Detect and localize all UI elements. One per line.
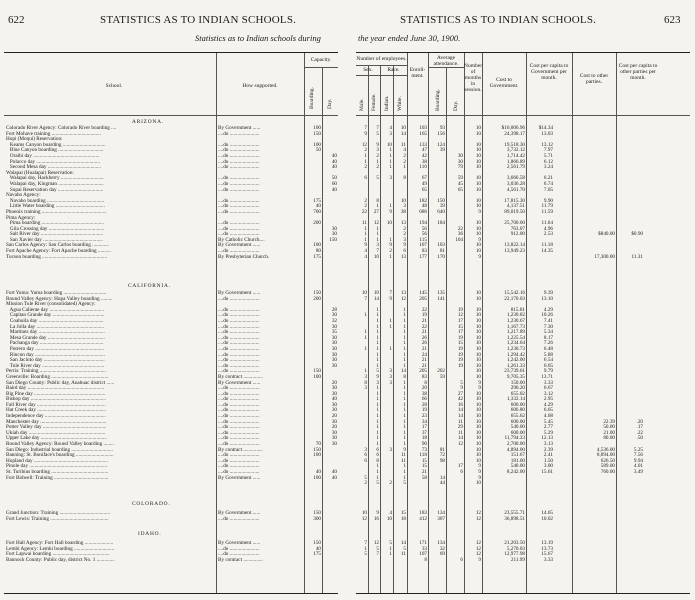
co-enrollment: 183 412 bbox=[419, 510, 427, 522]
ca-indian: 7 9 1 1 1 3 3 3 3 2 bbox=[389, 290, 392, 487]
left-subtitle: Statistics as to Indian schools during bbox=[195, 33, 321, 43]
ca-cost-other: 22.39 50.00 21.00 80.00 4,536.00 8,894.00 626.50 589.00 760.00 bbox=[596, 418, 615, 475]
id-indian: 5 1 1 bbox=[389, 540, 392, 558]
right-running-head: STATISTICS AS TO INDIAN SCHOOLS. bbox=[400, 14, 597, 26]
section-california: CALIFORNIA. bbox=[128, 283, 171, 289]
capacity-boarding-header: Boarding. bbox=[309, 87, 315, 109]
cost-other-per-capita-header: Cost per capita to other parties per month. bbox=[618, 63, 658, 81]
co-indian: 4 10 bbox=[386, 510, 392, 522]
how-supported-header: How supported. bbox=[242, 83, 278, 89]
att-day-header: Day. bbox=[453, 100, 459, 111]
idaho-support-list: By Government ...... ....do ....................... ....do ....................... By contract ............... bbox=[218, 540, 263, 563]
ca-cost-other-per-capita: .20 .17 .22 .50 5.25 7.56 9.94 4.01 3.49 bbox=[633, 418, 643, 475]
california-day-capacity: 28 30 32 30 35 30 30 30 30 30 30 20 30 30 40 30 30 20 30 20 30 30 30 40 40 bbox=[331, 306, 337, 481]
right-subtitle: the year ended June 30, 1900. bbox=[358, 33, 461, 43]
colorado-support-list: By Government ...... ....do ....................... bbox=[218, 510, 261, 522]
arizona-boarding-capacity: 100 150 100 50 175 40 700 200 100 80 175 bbox=[313, 125, 321, 260]
ca-white: 13 12 1 1 1 1 1 1 1 1 1 1 1 14 8 1 1 1 1 1 1 1 1 1 1 1 1 9 11 11 1 1 1 5 bbox=[400, 290, 406, 487]
co-cost-gov: 23,555.71 36,898.51 bbox=[504, 510, 525, 522]
female-header: Female. bbox=[371, 93, 377, 111]
cost-other-header: Cost to other parties. bbox=[579, 73, 609, 85]
ca-att-boarding: 135 141 202 59 81 72 98 14 44 bbox=[437, 290, 445, 487]
capacity-header: Capacity. bbox=[310, 57, 332, 63]
left-table bbox=[4, 52, 338, 594]
co-female: 9 16 bbox=[373, 510, 379, 522]
co-att-boarding: 134 307 bbox=[437, 510, 445, 522]
co-months: 12 12 bbox=[475, 510, 481, 522]
id-att-day: 6 bbox=[460, 556, 463, 563]
ca-enrollment: 145 205 22 19 21 22 21 26 26 21 24 21 21 205 83 8 20 38 66 28 19 23 34 17 37 18 90 73 118 15 15 21 58 bbox=[419, 290, 427, 481]
california-school-list: Fort Yuma: Yuma boarding ................................. Round Valley Agency: Hupa Valley boarding ......... Mission Tule River (consolidated) Agency: Agua Caliente day .......................................... Capitan Grande day ........................................ Coahuila day .................................................. La Jolla day .................................................... Martinez day ................................................... Mesa Grande day ............................................ Pachanga day ................................................. Potrero day ..................................................... Rincon day ...................................................... San Jacinto day ............................................... Tule River day ................................................ Perris: Training ................................................... Greenville: Boarding ............................................ San Diego County: Public day, Anahuac district ...... Baird day ........................................................... Big Pine day ....................................................... Bishop day .......................................................... Fall River day ..................................................... Hat Creek day ..................................................... Independence day ............................................... Manchester day ................................................... Potter Valley day ................................................. Ukiah day ........................................................... Upper Lake day ................................................... Round Valley Agency: Round Valley boarding ........ San Diego: Industrial boarding ................................ Banning: St. Boniface's boarding ............................. Hopland day ......................................................... Pinole day ............................................................ St. Turibius boarding ............................................ Fort Bidwell: Training .......................................... bbox=[6, 290, 115, 481]
id-cost-gov: 21,203.50 5,270.03 12,977.98 211.99 bbox=[504, 540, 525, 563]
cost-per-capita-header: Cost per capita to Government per month. bbox=[529, 63, 569, 81]
white-header: White. bbox=[397, 96, 403, 111]
ca-months: 10 10 10 10 10 10 10 10 10 10 10 10 10 10 10 9 9 10 10 10 10 10 10 10 10 10 10 10 10 10 9 9 9 10 bbox=[475, 290, 481, 487]
arizona-support-list: By Government ...... ....do ....................... ....do ....................... ....do ....................... ....do ....................... ....do ....................... ....do ....................... ....do ....................... ....do ....................... ....do ....................... ....do ....................... ....do ....................... ....do ....................... ....do ....................... ....do ....................... ....do ....................... By Catholic Church.... By Government ...... ....do ....................... By Presbyterian Church. bbox=[218, 125, 270, 260]
employees-header: Number of employees. bbox=[356, 56, 407, 62]
months-header: Number of months in session. bbox=[464, 63, 483, 93]
right-table bbox=[356, 52, 690, 594]
section-arizona: ARIZONA. bbox=[132, 119, 165, 125]
az-female: 7 5 9 3 2 1 2 5 8 1 27 12 1 1 1 3 7 10 bbox=[373, 125, 379, 260]
male-header: Male. bbox=[359, 98, 365, 111]
california-boarding-capacity: 150 200 150 100 70 150 100 40 100 bbox=[313, 290, 321, 481]
az-cost-per-capita: $14.34 13.03 13.12 7.97 5.71 6.12 3.24 6.21 6.74 7.05 9.90 11.79 11.59 11.64 4.96 2.53 11.18 14.35 bbox=[538, 125, 553, 255]
school-header: School. bbox=[105, 83, 123, 89]
ca-cost-per-capita: 9.39 13.10 4.29 10.26 7.41 7.30 5.34 8.17 7.26 6.48 5.88 6.54 6.65 9.79 13.71 3.33 6.67 3.12 2.95 4.29 6.65 4.68 5.45 2.77 5.29 12.13 3.13 2.39 2.41 1.50 3.00 15.61 bbox=[541, 290, 553, 475]
ca-female: 10 14 1 1 1 1 1 1 1 1 1 1 1 5 9 3 1 1 1 1 1 1 1 1 1 1 1 6 6 8 1 1 1 5 bbox=[373, 290, 379, 487]
enrollment-header: Enroll-ment. bbox=[409, 67, 426, 79]
right-page-number: 623 bbox=[664, 14, 681, 26]
attendance-header: Average attendance. bbox=[433, 55, 459, 67]
idaho-school-list: Fort Hall Agency: Fort Hall boarding ...................... Lemhi Agency: Lemhi boarding ............................... Fort Lapwai boarding ............................................ Bannock County: Public day, district No. 1 .............. bbox=[6, 540, 115, 563]
id-female: 12 5 7 bbox=[373, 540, 379, 558]
section-colorado: COLORADO. bbox=[132, 501, 171, 507]
az-cost-other-per-capita: $0.90 11.31 bbox=[631, 231, 643, 260]
az-months: 10 10 10 10 10 10 10 10 10 10 10 10 9 10 10 10 9 10 10 9 bbox=[475, 125, 481, 260]
california-support-list: By Government ...... ....do ....................... ....do ....................... ....do ....................... ....do ....................... ....do ....................... ....do ....................... ....do ....................... ....do ....................... ....do ....................... ....do ....................... ....do ....................... ....do ....................... ....do ....................... By contract ............... By Government ...... ....do ....................... ....do ....................... ....do ....................... ....do ....................... ....do ....................... ....do ....................... ....do ....................... ....do ....................... ....do ....................... ....do ....................... ....do ....................... By contract ............... ....do ....................... ....do ....................... ....do ....................... ....do ....................... By Government ...... bbox=[218, 290, 263, 481]
id-months: 12 12 12 9 bbox=[475, 540, 481, 563]
sex-header: Sex. bbox=[363, 67, 373, 73]
arizona-school-list: Colorado River Agency: Colorado River boarding .... Fort Mohave training ...................................... Hopi (Moqui) Reservation: Keams Canyon boarding ................................. Blue Canyon boarding ................................... Oraibi day ................................................... Polacco day ................................................. Second Mesa day ......................................... Walapai (Hualapai) Reservation: Walapai day, Hackberry ................................. Walapai day, Kingman ................................... Supai Reservation day ................................... Navaho Agency: Navaho boarding ............................................ Little Water boarding ...................................... Phoenix training .................................................. Pima Agency: Pima boarding ................................................ Gila Crossing day ........................................... Salt River day ................................................ San Xavier day .............................................. San Carlos Agency: San Carlos boarding ............. Fort Apache Agency: Fort Apache boarding .......... Tucson boarding .................................................. bbox=[6, 125, 117, 260]
az-indian: 4 3 10 1 1 1 1 3 1 9 10 1 9 2 1 bbox=[386, 125, 392, 260]
az-att-boarding: 93 156 124 39 150 39 640 184 103 81 170 bbox=[437, 125, 445, 260]
id-att-boarding: 134 32 69 bbox=[437, 540, 445, 558]
id-white: 14 5 11 bbox=[400, 540, 406, 558]
ca-male: 10 7 1 1 1 1 1 3 8 3 3 6 6 5 2 bbox=[361, 290, 367, 487]
colorado-school-list: Grand Junction: Training ....................................... Fort Lewis: Training ............................................. bbox=[6, 510, 111, 522]
id-male: 7 1 5 bbox=[364, 540, 367, 558]
left-running-head: STATISTICS AS TO INDIAN SCHOOLS. bbox=[100, 14, 297, 26]
az-white: 10 14 11 4 2 2 1 8 10 3 38 13 2 2 3 9 6 13 bbox=[400, 125, 406, 260]
ca-att-day: 19 12 17 15 17 19 15 19 19 19 19 5 9 27 42 16 14 14 11 29 11 14 12 17 6 bbox=[457, 306, 463, 475]
left-page-number: 622 bbox=[8, 14, 25, 26]
ca-cost-gov: 15,542.16 22,170.03 815.81 1,230.82 1,230.67 1,167.73 1,217.89 1,225.54 1,234.64 1,230.73 1,294.42 1,242.00 1,261.33 23,739.61 9,705.35 150.00 290.20 655.02 1,332.14 600.00 606.80 655.62 600.00 540.00 600.00 11,794.33 2,700.00 4,894.00 151.67 181.60 540.00 8,242.00 bbox=[504, 290, 525, 475]
att-boarding-header: Boarding. bbox=[435, 89, 441, 111]
az-cost-other: $840.00 17,300.00 bbox=[594, 231, 615, 260]
capacity-day-header: Day. bbox=[327, 98, 333, 109]
co-cost-per-capita: 14.65 10.02 bbox=[541, 510, 553, 522]
az-att-day: 30 30 79 59 45 65 22 36 104 bbox=[455, 152, 463, 243]
indian-header: Indian. bbox=[384, 95, 390, 111]
colorado-boarding-capacity: 150 300 bbox=[313, 510, 321, 522]
co-white: 15 18 bbox=[400, 510, 406, 522]
az-cost-gov: $16,006.96 24,398.17 19,518.30 3,732.12 1,714.42 1,866.89 2,561.79 3,666.58 3,036.28 4,561.70 17,815.30 4,137.51 89,019.50 25,700.60 763.07 912.00 13,822.14 13,949.23 bbox=[501, 125, 525, 255]
race-header: Race. bbox=[387, 67, 400, 73]
id-enrollment: 171 33 107 8 bbox=[419, 540, 427, 563]
section-idaho: IDAHO. bbox=[138, 531, 162, 537]
id-cost-per-capita: 13.19 13.73 15.67 3.33 bbox=[541, 540, 553, 563]
idaho-boarding-capacity: 150 40 175 bbox=[313, 540, 321, 558]
co-male: 10 12 bbox=[361, 510, 367, 522]
cost-gov-header: Cost to Government. bbox=[489, 77, 519, 89]
az-enrollment: 103 165 133 47 42 38 110 67 49 65 182 48 686 194 56 56 115 107 83 177 bbox=[419, 125, 427, 260]
az-male: 7 9 12 2 1 1 2 6 2 2 22 11 1 1 1 9 4 4 bbox=[361, 125, 367, 260]
arizona-day-capacity: 40 40 40 50 60 40 30 30 150 bbox=[329, 152, 337, 243]
